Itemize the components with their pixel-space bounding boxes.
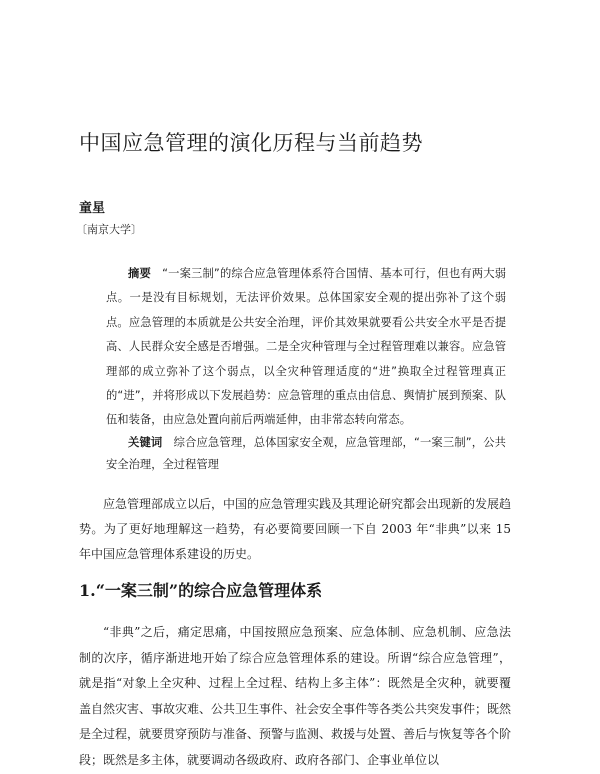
article-title: 中国应急管理的演化历程与当前趋势 — [79, 131, 423, 155]
section-heading: 1.“一案三制”的综合应急管理体系 — [79, 581, 323, 600]
abstract-label: 摘要 — [128, 267, 151, 280]
author-affiliation: 〔南京大学〕 — [76, 223, 142, 236]
intro-paragraph: 应急管理部成立以后，中国的应急管理实践及其理论研究都会出现新的发展趋势。为了更好地理解这一趋势，有必要简要回顾一下自 2003 年“非典”以来 15 年中国应急管理体系建设的历史。 — [79, 497, 512, 561]
abstract-text: “一案三制”的综合应急管理体系符合国情、基本可行，但也有两大弱点。一是没有目标规划，无法评价效果。总体国家安全观的提出弥补了这个弱点。应急管理的本质就是公共安全治理，评价其效果就要看公共安全水平是否提高、人民群众安全感是否增强。二是全灾种管理与全过程管理难以兼容。应急管理部的成立弥补了这个弱点，以全灾种管理适度的“进”换取全过程管理真正的“进”，并将形成以下发展趋势：应急管理的重点由信息、舆情扩展到预案、队伍和装备，由应急处置向前后两端延伸，由非常态转向常态。 — [106, 267, 506, 427]
section-paragraph: “非典”之后，痛定思痛，中国按照应急预案、应急体制、应急机制、应急法制的次序，循序渐进地开始了综合应急管理体系的建设。所谓“综合应急管理”，就是指“对象上全灾种、过程上全过程、结构上多主体”：既然是全灾种，就要覆盖自然灾害、事故灾难、公共卫生事件、社会安全事件等各类公共突发事件；既然是全过程，就要贯穿预防与准备、预警与监测、救援与处置、善后与恢复等各个阶段；既然是多主体，就要调动各级政府、政府各部门、企事业单位以 — [79, 625, 512, 767]
abstract-block — [106, 262, 506, 433]
keywords-block — [106, 432, 506, 476]
keywords-text: 综合应急管理，总体国家安全观，应急管理部，“一案三制”，公共安全治理，全过程管理 — [106, 436, 506, 471]
keywords-label: 关键词 — [128, 436, 163, 449]
author-name: 童星 — [79, 201, 106, 216]
